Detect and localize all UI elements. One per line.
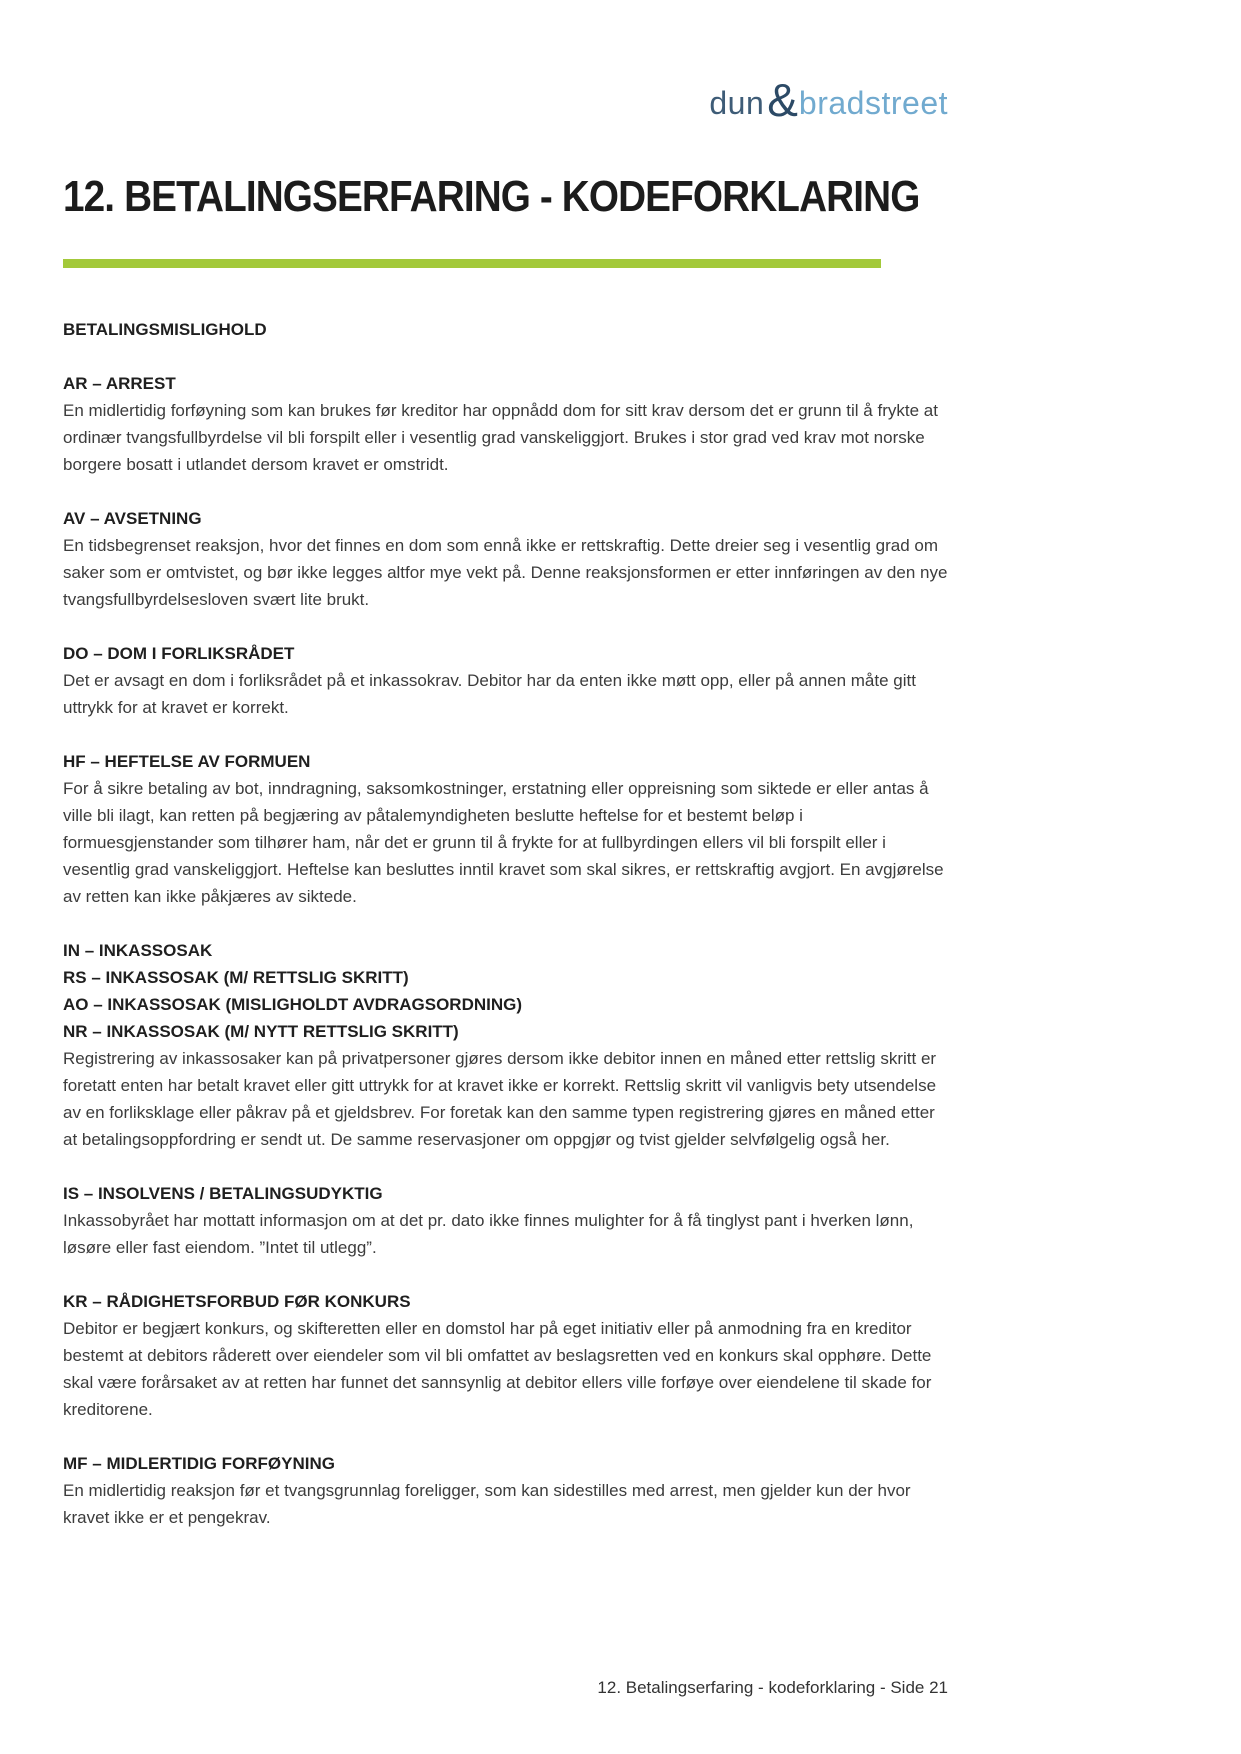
section-heading: DO – DOM I FORLIKSRÅDET [63, 644, 295, 663]
section-heading: IN – INKASSOSAK [63, 941, 213, 960]
code-section [63, 316, 948, 343]
code-section [63, 1450, 948, 1531]
section-paragraph: Registrering av inkassosaker kan på privatpersoner gjøres dersom ikke debitor innen en måned etter rettslig skritt er foretatt enten har betalt kravet eller gitt uttrykk for at kravet ikke er korrekt. Rettslig skritt vil vanligvis bety utsendelse av en forliksklage eller påkrav på et gjeldsbrev. For foretak kan den samme typen registrering gjøres en måned etter at betalingsoppfordring er sendt ut. De samme reservasjoner om oppgjør og tvist gjelder selvfølgelig også her. [63, 1049, 937, 1149]
dun-bradstreet-logo [709, 74, 948, 126]
code-section [63, 370, 948, 478]
section-heading: AO – INKASSOSAK (MISLIGHOLDT AVDRAGSORDNING) [63, 995, 523, 1014]
section-paragraph: En tidsbegrenset reaksjon, hvor det finnes en dom som ennå ikke er rettskraftig. Dette dreier seg i vesentlig grad om saker som er omtvistet, og bør ikke legges altfor mye vekt på. Denne reaksjonsformen er etter innføringen av den nye tvangsfullbyrdelsesloven svært lite brukt. [63, 536, 948, 609]
section-heading: MF – MIDLERTIDIG FORFØYNING [63, 1454, 335, 1473]
section-paragraph: Det er avsagt en dom i forliksrådet på et inkassokrav. Debitor har da enten ikke møtt opp, eller på annen måte gitt uttrykk for at kravet er korrekt. [63, 671, 916, 717]
code-section [63, 748, 948, 910]
section-heading: RS – INKASSOSAK (M/ RETTSLIG SKRITT) [63, 968, 409, 987]
header [63, 74, 948, 126]
section-paragraph: For å sikre betaling av bot, inndragning, saksomkostninger, erstatning eller oppreisning som siktede er eller antas å ville bli ilagt, kan retten på begjæring av påtalemyndigheten beslutte heftelse for et bestemt beløp i formuesgjenstander som tilhører ham, når det er grunn til å frykte for at fullbyrdingen ellers vil bli forspilt eller i vesentlig grad vanskeliggjort. Heftelse kan besluttes inntil kravet som skal sikres, er rettskraftig avgjort. En avgjørelse av retten kan ikke påkjæres av siktede. [63, 779, 944, 906]
logo-text-bradstreet: bradstreet [798, 85, 948, 121]
section-heading: IS – INSOLVENS / BETALINGSUDYKTIG [63, 1184, 383, 1203]
page-footer: 12. Betalingserfaring - kodeforklaring - Side 21 [597, 1678, 948, 1697]
section-heading: NR – INKASSOSAK (M/ NYTT RETTSLIG SKRITT) [63, 1022, 459, 1041]
code-section [63, 505, 948, 613]
section-paragraph: En midlertidig reaksjon før et tvangsgrunnlag foreligger, som kan sidestilles med arrest, men gjelder kun der hvor kravet ikke er et pengekrav. [63, 1481, 911, 1527]
page-title: 12. BETALINGSERFARING - KODEFORKLARING [63, 172, 920, 221]
code-section [63, 937, 948, 1153]
logo-ampersand-icon: & [767, 74, 798, 126]
code-section [63, 1288, 948, 1423]
section-paragraph: Inkassobyrået har mottatt informasjon om at det pr. dato ikke finnes mulighter for å få tinglyst pant i hverken lønn, løsøre eller fast eiendom. ”Intet til utlegg”. [63, 1211, 914, 1257]
code-section [63, 640, 948, 721]
section-heading: KR – RÅDIGHETSFORBUD FØR KONKURS [63, 1292, 411, 1311]
title-underline-bar [63, 259, 881, 268]
section-heading: AR – ARREST [63, 374, 176, 393]
section-heading: AV – AVSETNING [63, 509, 202, 528]
section-paragraph: Debitor er begjært konkurs, og skifteretten eller en domstol har på eget initiativ eller på anmodning fra en kreditor bestemt at debitors råderett over eiendeler som vil bli omfattet av beslagsretten ved en konkurs skal opphøre. Dette skal være forårsaket av at retten har funnet det sannsynlig at debitor ellers ville forføye over eiendelene til skade for kreditorene. [63, 1319, 932, 1419]
logo-text-dun: dun [709, 85, 765, 121]
sections-container [63, 316, 948, 1531]
section-heading: BETALINGSMISLIGHOLD [63, 320, 267, 339]
code-section [63, 1180, 948, 1261]
section-heading: HF – HEFTELSE AV FORMUEN [63, 752, 311, 771]
section-paragraph: En midlertidig forføyning som kan brukes før kreditor har oppnådd dom for sitt krav dersom det er grunn til å frykte at ordinær tvangsfullbyrdelse vil bli forspilt eller i vesentlig grad vanskeliggjort. Brukes i stor grad ved krav mot norske borgere bosatt i utlandet dersom kravet er omstridt. [63, 401, 938, 474]
